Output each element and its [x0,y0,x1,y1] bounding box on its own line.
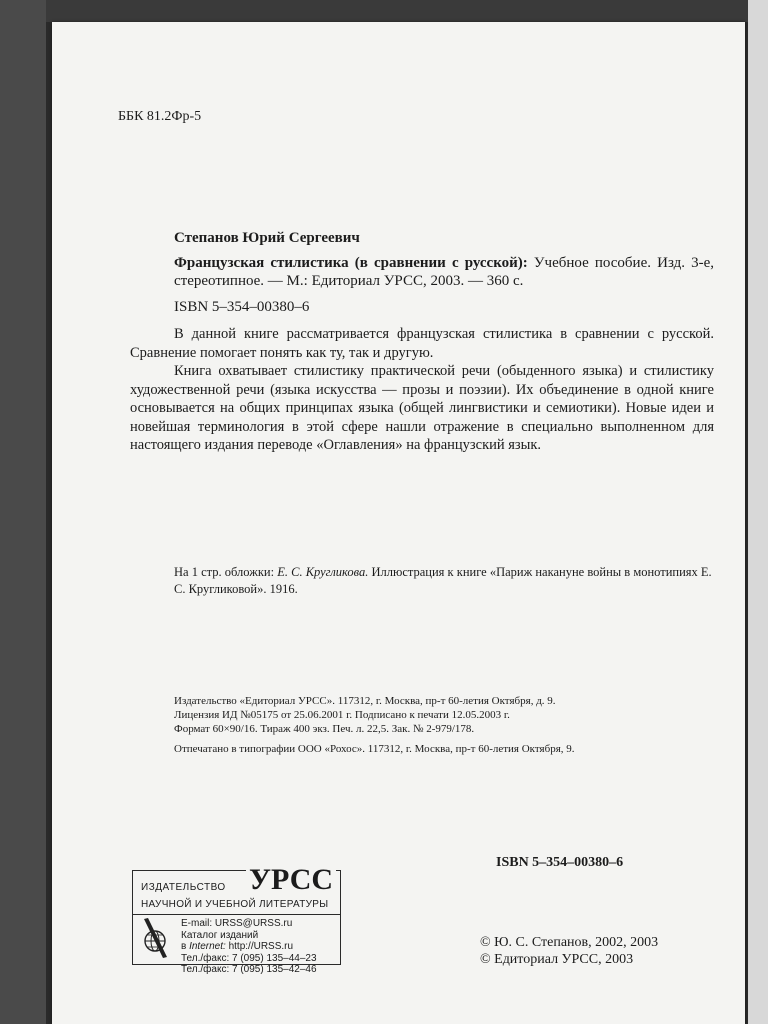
cover-note [174,564,714,598]
logo-contacts [181,918,317,976]
logo-phone-2: Тел./факс: 7 (095) 135–42–46 [181,964,317,975]
publisher-logo-box [132,863,341,975]
logo-internet-url: http://URSS.ru [228,941,294,952]
logo-phone-1: Тел./факс: 7 (095) 135–44–23 [181,952,317,964]
logo-email: E-mail: URSS@URSS.ru [181,918,293,929]
cover-note-artist: Е. С. Кругликова. [277,565,369,579]
abstract-paragraph: Книга охватывает стилистику практической речи (обыденного языка) и стилистику художественной речи (языка искусства — прозы и поэзии). Их объединение в одной книге основывается на общих принципах языка (общей лингвистики и семиотики). Новые идеи и новейшая терминология в этой сфере нашли отражение в специально выполненном для настоящего издания переводе «Оглавления» на французский язык. [130,363,714,453]
book-page [52,22,745,1024]
copyright-author: © Ю. С. Степанов, 2002, 2003 [480,935,659,950]
logo-subtitle: НАУЧНОЙ И УЧЕБНОЙ ЛИТЕРАТУРЫ [141,899,329,910]
citation-title: Французская стилистика (в сравнении с русской): [174,255,528,271]
book-abstract [130,325,714,455]
logo-publisher-label: ИЗДАТЕЛЬСТВО [141,882,226,893]
scan-background-left [0,0,46,1024]
imprint-format: Формат 60×90/16. Тираж 400 экз. Печ. л. 22,5. Зак. № 2-979/178. [174,723,475,735]
logo-internet-word: Internet: [189,941,226,952]
imprint-block [174,694,714,756]
copyright-block [480,934,658,968]
copyright-publisher: © Едиториал УРСС, 2003 [480,952,634,967]
imprint-license: Лицензия ИД №05175 от 25.06.2001 г. Подписано к печати 12.05.2003 г. [174,709,510,721]
globe-pen-icon [141,917,171,959]
logo-divider [133,914,340,915]
logo-catalog: Каталог изданий [181,929,259,941]
imprint-publisher: Издательство «Едиториал УРСС». 117312, г. Москва, пр-т 60-летия Октября, д. 9. [174,695,556,707]
isbn-secondary: ISBN 5–354–00380–6 [496,855,624,870]
logo-brand: УРСС [246,863,336,897]
imprint-printer: Отпечатано в типографии ООО «Рохос». 117312, г. Москва, пр-т 60-летия Октября, 9. [174,743,575,755]
cover-note-prefix: На 1 стр. обложки: [174,565,275,579]
scan-background-right [748,0,768,1024]
author-name: Степанов Юрий Сергеевич [174,230,360,246]
abstract-paragraph: В данной книге рассматривается французская стилистика в сравнении с русской. Сравнение помогает понять как ту, так и другую. [130,326,714,361]
isbn-main: ISBN 5–354–00380–6 [174,299,310,315]
scan-background-top [0,0,768,22]
cover-note-text: Иллюстрация к книге «Париж накануне войны в монотипиях Е. С. Кругликовой». 1916. [174,565,712,596]
citation-details: Учебное пособие. Изд. 3-е, стереотипное. — М.: Едиториал УРСС, 2003. — 360 с. [174,255,715,289]
bbk-code: ББК 81.2Фр-5 [118,109,202,124]
bibliographic-citation [174,254,714,290]
logo-internet-prefix: в [181,941,187,952]
logo-internet [181,941,317,953]
